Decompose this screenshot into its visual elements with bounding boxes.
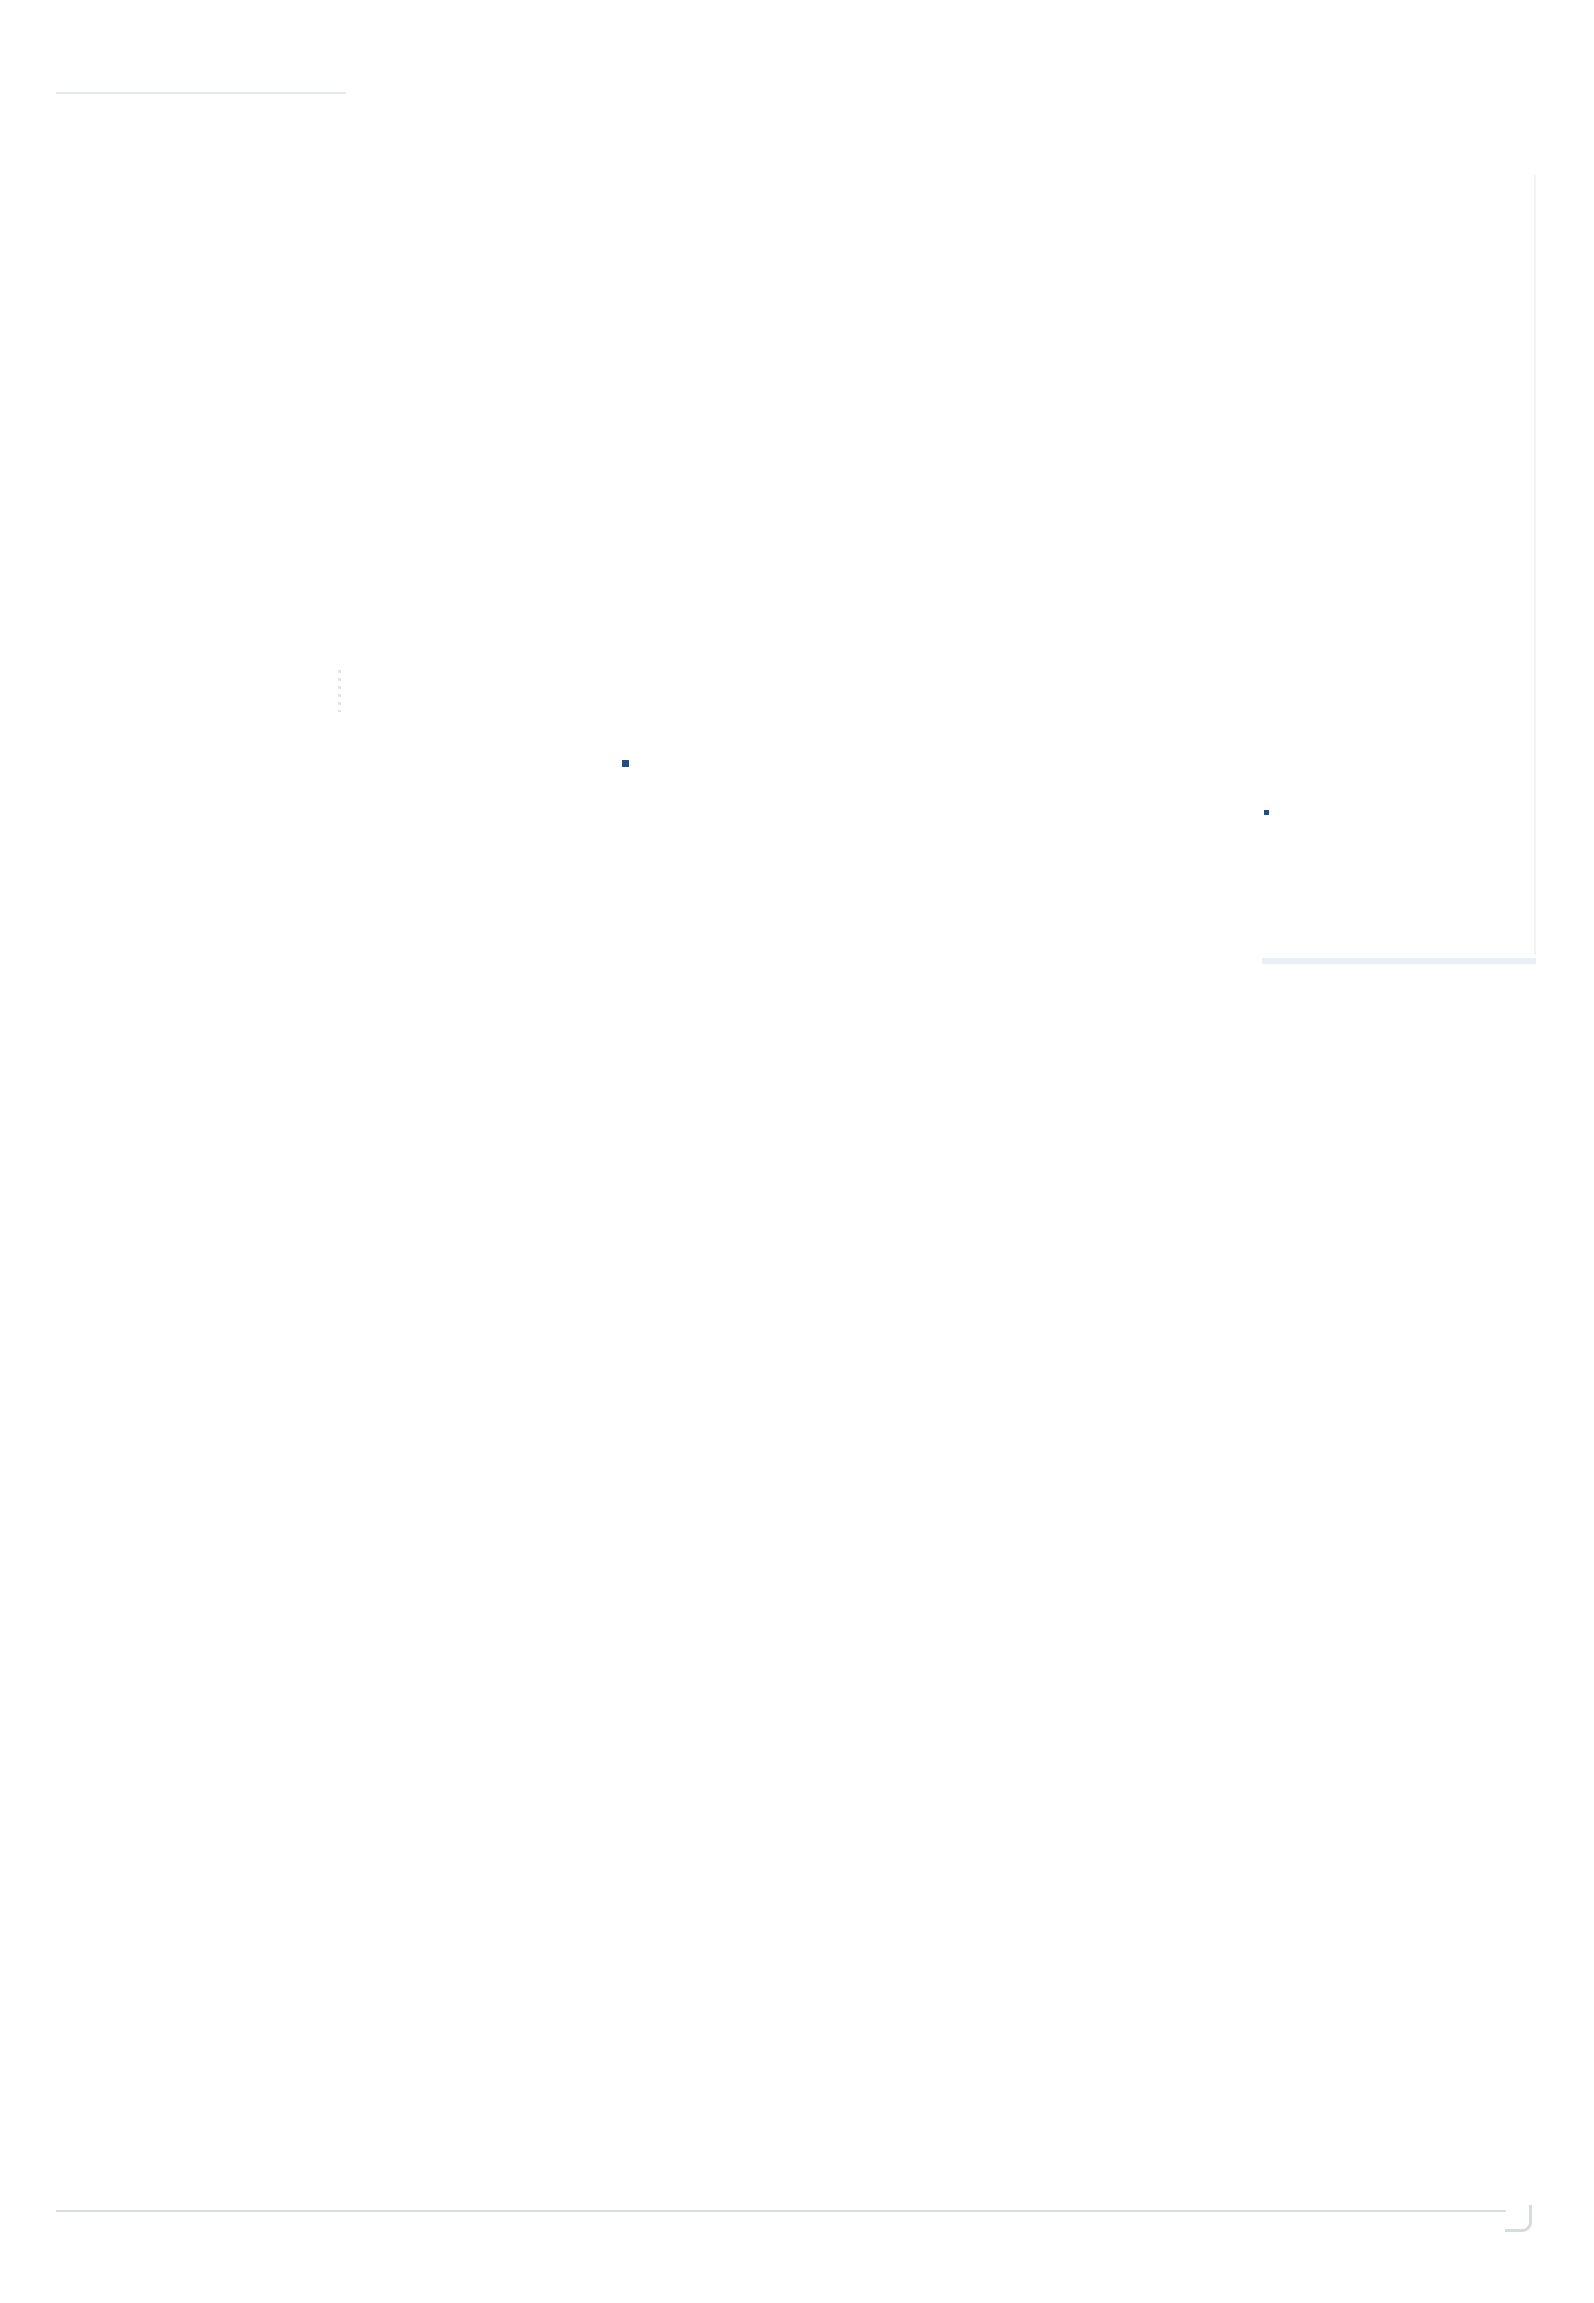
body-paragraph <box>1264 1811 1536 1905</box>
body-paragraph <box>660 1725 930 1890</box>
body-paragraph <box>362 1887 624 2005</box>
figure-border <box>1534 175 1536 955</box>
body-paragraph <box>960 866 1228 960</box>
figure-baseline <box>1262 958 1536 964</box>
body-paragraph <box>960 982 1228 1123</box>
body-paragraph <box>56 1618 318 1783</box>
body-paragraph <box>960 1145 1228 1286</box>
body-paragraph <box>660 1098 930 1239</box>
body-paragraph <box>660 1656 930 1703</box>
body-paragraph <box>660 1354 930 1519</box>
body-paragraph <box>960 1846 1228 1870</box>
body-paragraph <box>56 565 318 1176</box>
page-corner-icon <box>1505 2205 1532 2232</box>
text-column-1 <box>56 168 318 1991</box>
body-paragraph <box>362 999 624 1399</box>
body-paragraph <box>56 449 318 543</box>
body-paragraph <box>1264 1228 1536 1393</box>
body-paragraph <box>660 1261 930 1332</box>
text-column-3 <box>660 866 930 1912</box>
body-paragraph <box>362 1420 624 1773</box>
body-paragraph <box>660 866 930 937</box>
body-paragraph <box>56 1804 318 1969</box>
text-column-2 <box>362 812 624 2027</box>
body-paragraph <box>362 1795 624 1866</box>
body-paragraph <box>660 959 930 1077</box>
body-paragraph <box>56 1198 318 1386</box>
body-paragraph <box>56 168 318 427</box>
footer-rule <box>56 2210 1506 2212</box>
figure-tick-marks <box>338 670 341 712</box>
body-paragraph <box>960 1308 1228 1449</box>
body-paragraph <box>56 1408 318 1596</box>
text-column-4 <box>960 866 1228 1891</box>
figure-marker <box>1264 810 1269 815</box>
body-paragraph <box>960 1471 1228 1824</box>
header-rule <box>56 92 346 94</box>
body-paragraph <box>660 1540 930 1634</box>
body-paragraph <box>1264 1136 1536 1207</box>
figure-marker <box>622 760 629 767</box>
body-paragraph <box>1264 1507 1536 1789</box>
body-paragraph <box>1264 996 1536 1114</box>
text-column-5 <box>1264 996 1536 1927</box>
body-paragraph <box>1264 1415 1536 1486</box>
body-paragraph <box>362 812 624 977</box>
